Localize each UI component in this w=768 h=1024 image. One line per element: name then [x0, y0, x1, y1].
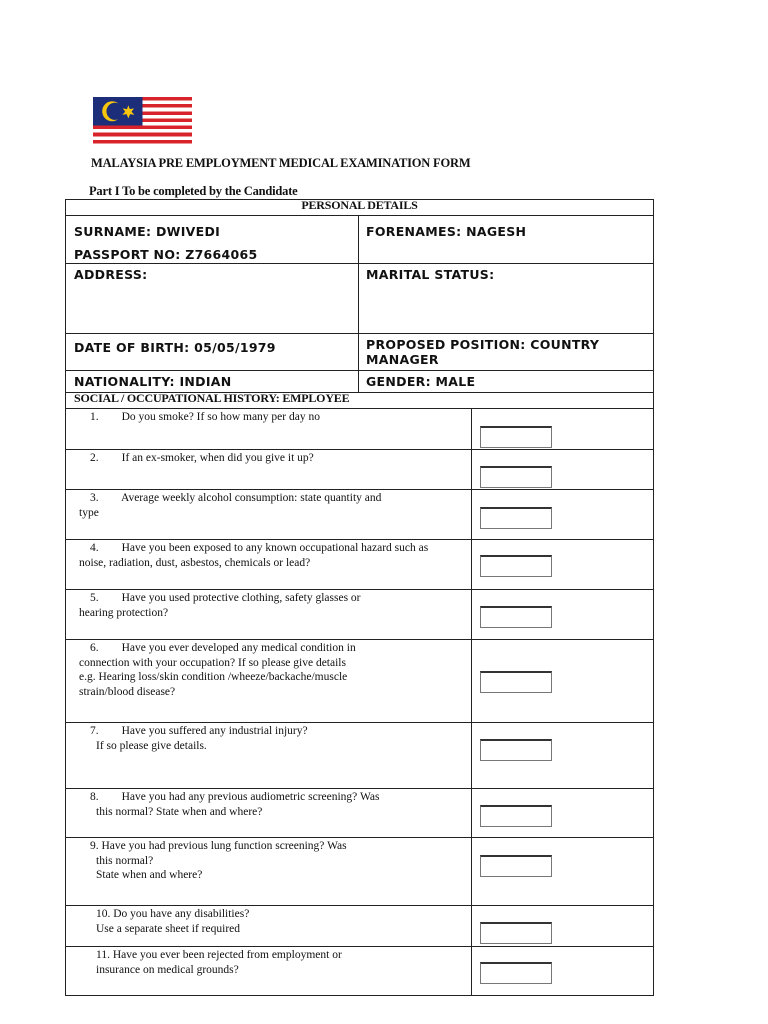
nationality-field: NATIONALITY: INDIAN — [74, 374, 232, 389]
date-of-birth-field: DATE OF BIRTH: 05/05/1979 — [74, 340, 276, 355]
question-9-answer-box[interactable] — [480, 855, 552, 877]
question-4-text: 4. Have you been exposed to any known occupational hazard such as — [90, 542, 429, 554]
question-8-answer-box[interactable] — [480, 805, 552, 827]
question-1-answer-box[interactable] — [480, 426, 552, 448]
malaysia-flag-icon — [93, 97, 192, 147]
surname-field: SURNAME: DWIVEDI — [74, 224, 221, 239]
question-7-text: 7. Have you suffered any industrial injury? — [90, 725, 308, 737]
proposed-position-field: PROPOSED POSITION: COUNTRY — [366, 337, 600, 352]
question-2-text: 2. If an ex-smoker, when did you give it up? — [90, 452, 314, 464]
question-7-text: If so please give details. — [96, 739, 207, 752]
question-8-text: 8. Have you had any previous audiometric screening? Was — [90, 791, 380, 803]
question-6-answer-box[interactable] — [480, 671, 552, 693]
forenames-field: FORENAMES: NAGESH — [366, 224, 527, 239]
question-8-text: this normal? State when and where? — [96, 805, 263, 818]
question-11-text: 11. Have you ever been rejected from employment or — [96, 949, 342, 961]
question-5-text: hearing protection? — [79, 606, 169, 619]
question-3-answer-box[interactable] — [480, 507, 552, 529]
address-field: ADDRESS: — [74, 267, 148, 282]
personal-details-header: PERSONAL DETAILS — [301, 198, 418, 212]
question-7-answer-box[interactable] — [480, 739, 552, 761]
part-title: Part I To be completed by the Candidate — [89, 184, 298, 198]
question-10-text: 10. Do you have any disabilities? — [96, 908, 250, 920]
gender-field: GENDER: MALE — [366, 374, 476, 389]
medical-form-table — [65, 199, 654, 996]
question-4-text: noise, radiation, dust, asbestos, chemicals or lead? — [79, 556, 311, 569]
question-11-text: insurance on medical grounds? — [96, 963, 239, 976]
question-9-text: 9. Have you had previous lung function screening? Was — [90, 840, 347, 852]
question-10-answer-box[interactable] — [480, 922, 552, 944]
question-11-answer-box[interactable] — [480, 962, 552, 984]
question-3-text: 3. Average weekly alcohol consumption: state quantity and — [90, 492, 382, 504]
question-9-text: State when and where? — [96, 869, 203, 881]
question-10-text: Use a separate sheet if required — [96, 922, 240, 935]
question-1-text: 1. Do you smoke? If so how many per day no — [90, 411, 320, 423]
question-2-answer-box[interactable] — [480, 466, 552, 488]
question-6-text: 6. Have you ever developed any medical condition in — [90, 642, 356, 654]
question-3-text: type — [79, 506, 99, 519]
occupational-history-header: SOCIAL / OCCUPATIONAL HISTORY: EMPLOYEE — [74, 391, 350, 405]
proposed-position-field-cont: MANAGER — [366, 352, 439, 367]
marital-status-field: MARITAL STATUS: — [366, 267, 495, 282]
form-title: MALAYSIA PRE EMPLOYMENT MEDICAL EXAMINATION FORM — [91, 156, 471, 170]
question-9-text: this normal? — [96, 854, 154, 867]
question-6-text: strain/blood disease? — [79, 685, 176, 698]
question-5-text: 5. Have you used protective clothing, safety glasses or — [90, 592, 361, 604]
question-4-answer-box[interactable] — [480, 555, 552, 577]
passport-field: PASSPORT NO: Z7664065 — [74, 247, 258, 262]
question-6-text: connection with your occupation? If so please give details — [79, 656, 346, 669]
question-6-text: e.g. Hearing loss/skin condition /wheeze/backache/muscle — [79, 671, 348, 683]
question-5-answer-box[interactable] — [480, 606, 552, 628]
